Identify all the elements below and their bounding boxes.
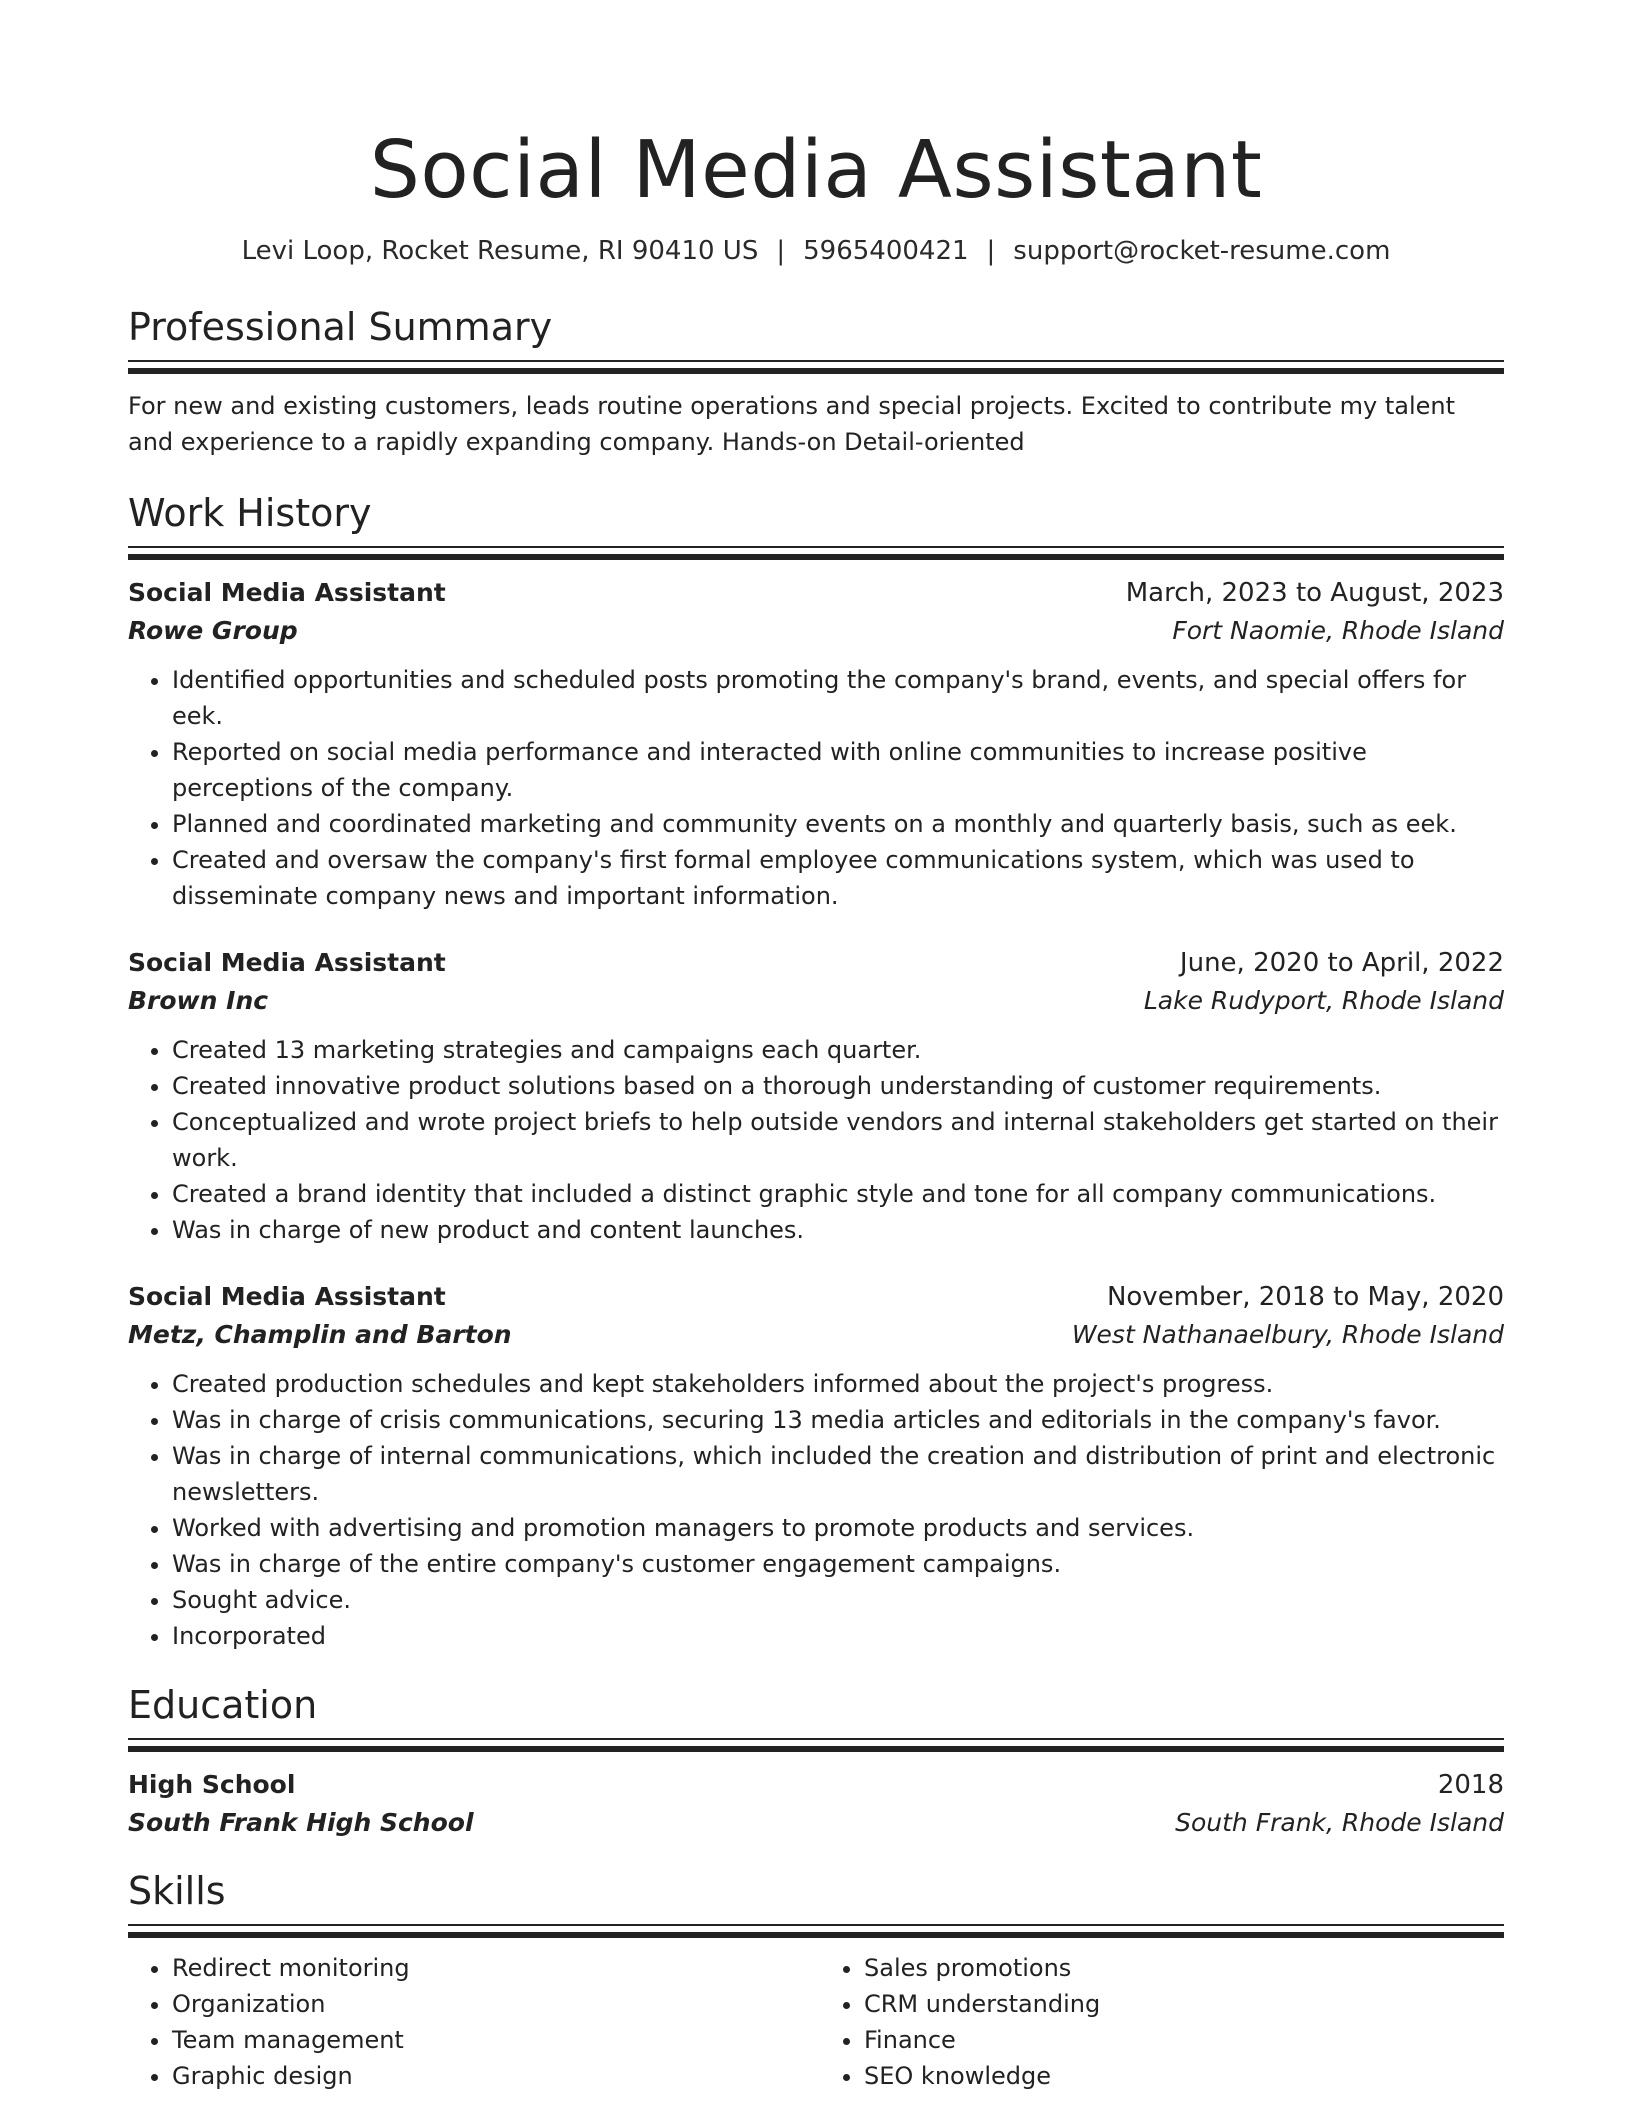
contact-address: Levi Loop, Rocket Resume, RI 90410 US [241,236,759,266]
list-item: • Was in charge of the entire company's customer engagement campaigns. [172,1546,1504,1582]
section-rule [128,1932,1504,1938]
section-rule [128,554,1504,560]
section-rule [128,546,1504,548]
contact-line [128,234,1504,268]
list-item: • Conceptualized and wrote project briefs to help outside vendors and internal stakeholders get started on their work. [172,1104,1504,1176]
contact-email: support@rocket-resume.com [1013,236,1391,266]
job-location: West Nathanaelbury, Rhode Island [1071,1320,1504,1349]
job-title: Social Media Assistant [128,578,446,607]
list-item: • Was in charge of internal communications, which included the creation and distribution of print and electronic newsletters. [172,1438,1504,1510]
section-rule [128,1738,1504,1740]
contact-separator: | [986,236,996,266]
section-title: Skills [128,1869,226,1913]
list-item: • Worked with advertising and promotion managers to promote products and services. [172,1510,1504,1546]
section-rule [128,1746,1504,1752]
contact-phone: 5965400421 [803,236,969,266]
section-title: Work History [128,491,372,535]
resume-page [128,0,1504,2094]
work-history-section [128,490,1504,1654]
list-item: • Created 13 marketing strategies and campaigns each quarter. [172,1032,1504,1068]
section-title: Professional Summary [128,305,553,349]
resume-name: Social Media Assistant [369,124,1263,216]
job-entry [128,1278,1504,1654]
list-item: • Sought advice. [172,1582,1504,1618]
education-year: 2018 [1437,1770,1504,1800]
list-item: • Incorporated [172,1618,1504,1654]
skill-item: • Organization [172,1986,816,2022]
job-company: Brown Inc [128,986,269,1015]
skill-item: • Team management [172,2022,816,2058]
education-section [128,1682,1504,1842]
job-title: Social Media Assistant [128,1282,446,1311]
skills-list-left [128,1950,816,2094]
job-entry [128,574,1504,914]
section-rule [128,368,1504,374]
skills-list-right [816,1950,1504,2094]
skill-item: • Redirect monitoring [172,1950,816,1986]
job-location: Lake Rudyport, Rhode Island [1143,986,1504,1015]
job-location: Fort Naomie, Rhode Island [1172,616,1504,645]
job-bullets [128,662,1504,914]
skill-item: • Graphic design [172,2058,816,2094]
job-company: Metz, Champlin and Barton [128,1320,512,1349]
list-item: • Created a brand identity that included a distinct graphic style and tone for all company communications. [172,1176,1504,1212]
job-dates: March, 2023 to August, 2023 [1125,578,1504,608]
summary-section [128,304,1504,460]
job-dates: June, 2020 to April, 2022 [1179,948,1504,978]
skills-section [128,1868,1504,2094]
job-company: Rowe Group [128,616,298,645]
list-item: • Planned and coordinated marketing and community events on a monthly and quarterly basis, such as eek. [172,806,1504,842]
job-title: Social Media Assistant [128,948,446,977]
education-degree: High School [128,1770,296,1799]
education-school: South Frank High School [128,1808,474,1837]
skill-item: • Sales promotions [864,1950,1504,1986]
skills-columns [128,1950,1504,2094]
list-item: • Was in charge of new product and content launches. [172,1212,1504,1248]
education-location: South Frank, Rhode Island [1175,1808,1504,1837]
list-item: • Reported on social media performance and interacted with online communities to increase positive perceptions of the company. [172,734,1504,806]
list-item: • Was in charge of crisis communications, securing 13 media articles and editorials in the company's favor. [172,1402,1504,1438]
contact-separator: | [776,236,786,266]
list-item: • Created and oversaw the company's first formal employee communications system, which was used to disseminate company news and important information. [172,842,1504,914]
list-item: • Identified opportunities and scheduled posts promoting the company's brand, events, and special offers for eek. [172,662,1504,734]
section-rule [128,1924,1504,1926]
list-item: • Created production schedules and kept stakeholders informed about the project's progress. [172,1366,1504,1402]
list-item: • Created innovative product solutions based on a thorough understanding of customer requirements. [172,1068,1504,1104]
section-rule [128,360,1504,362]
job-entry [128,944,1504,1248]
summary-text: For new and existing customers, leads routine operations and special projects. Excited to contribute my talent and experience to a rapidly expanding company. Hands-on Detail-oriented [128,392,1456,456]
skill-item: • CRM understanding [864,1986,1504,2022]
job-bullets [128,1032,1504,1248]
job-bullets [128,1366,1504,1654]
job-dates: November, 2018 to May, 2020 [1106,1282,1504,1312]
skill-item: • Finance [864,2022,1504,2058]
skill-item: • SEO knowledge [864,2058,1504,2094]
section-title: Education [128,1683,318,1727]
education-entry [128,1766,1504,1842]
